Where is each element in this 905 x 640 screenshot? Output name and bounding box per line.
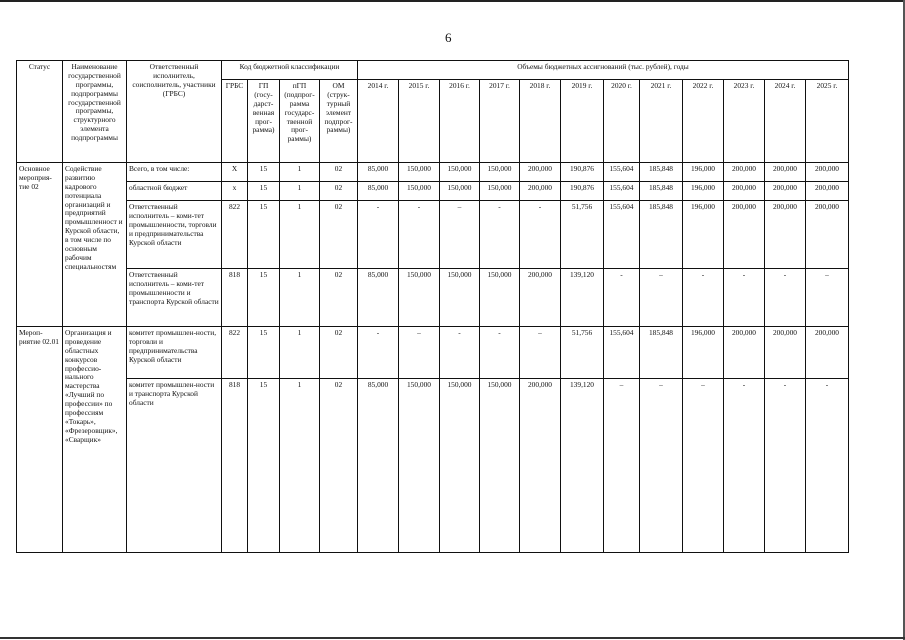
value-cell: 200,000 [765, 163, 806, 182]
value-cell: – [640, 269, 683, 327]
header-code-group: Код бюджетной классификации [222, 61, 358, 80]
value-cell: - [399, 201, 440, 269]
header-code-om: ОМ (струк-турный элемент подпрог-раммы) [320, 80, 358, 163]
code-cell: 818 [222, 379, 248, 553]
value-cell: 150,000 [440, 379, 480, 553]
value-cell: 200,000 [806, 182, 849, 201]
header-year: 2018 г. [520, 80, 561, 163]
header-year: 2025 г. [806, 80, 849, 163]
name-cell: Организация и проведение областных конкурсов профессио-нального мастерства «Лучший по профессии» по профессиям «Токарь», «Фрезеровщик», «Сварщик» [63, 327, 127, 553]
value-cell: 185,848 [640, 163, 683, 182]
header-code-pgp: пГП (подпрог-рамма государс-твенной прог-раммы) [280, 80, 320, 163]
header-status: Статус [17, 61, 63, 163]
table-row [17, 269, 849, 327]
value-cell: 200,000 [520, 163, 561, 182]
table-row [17, 379, 849, 553]
status-cell: Мероп-риятие 02.01 [17, 327, 63, 553]
table-row [17, 163, 849, 182]
value-cell: - [440, 327, 480, 379]
value-cell: - [806, 379, 849, 553]
header-year: 2024 г. [765, 80, 806, 163]
value-cell: 200,000 [724, 163, 765, 182]
value-cell: 85,000 [358, 163, 399, 182]
code-cell: 1 [280, 327, 320, 379]
header-year: 2014 г. [358, 80, 399, 163]
value-cell: 200,000 [806, 327, 849, 379]
code-cell: 1 [280, 269, 320, 327]
value-cell: 155,604 [604, 327, 640, 379]
code-cell: X [222, 163, 248, 182]
value-cell: - [480, 327, 520, 379]
code-cell: 822 [222, 201, 248, 269]
value-cell: 150,000 [480, 379, 520, 553]
value-cell: 155,604 [604, 201, 640, 269]
value-cell: 200,000 [765, 327, 806, 379]
code-cell: 02 [320, 182, 358, 201]
code-cell: 02 [320, 269, 358, 327]
value-cell: – [440, 201, 480, 269]
value-cell: 190,876 [561, 163, 604, 182]
value-cell: 200,000 [806, 201, 849, 269]
name-cell: Содействие развитию кадрового потенциала организаций и предприятий промышленност и Курской области, в том числе по основным рабочим специальностям [63, 163, 127, 327]
table-row [17, 182, 849, 201]
value-cell: 150,000 [440, 269, 480, 327]
header-year: 2022 г. [683, 80, 724, 163]
value-cell: - [604, 269, 640, 327]
value-cell: 185,848 [640, 201, 683, 269]
value-cell: – [399, 327, 440, 379]
code-cell: 15 [248, 201, 280, 269]
value-cell: 185,848 [640, 182, 683, 201]
value-cell: 196,000 [683, 201, 724, 269]
header-year: 2017 г. [480, 80, 520, 163]
value-cell: - [765, 269, 806, 327]
value-cell: – [806, 269, 849, 327]
header-code-gp: ГП (госу-дарст-венная прог-рамма) [248, 80, 280, 163]
value-cell: 196,000 [683, 163, 724, 182]
value-cell: 150,000 [399, 182, 440, 201]
page-number: 6 [445, 30, 452, 45]
header-year: 2019 г. [561, 80, 604, 163]
value-cell: - [480, 201, 520, 269]
header-name: Наименование государственной программы, подпрограммы государственной программы, структурного элемента подпрограммы [63, 61, 127, 163]
value-cell: 51,756 [561, 201, 604, 269]
code-cell: x [222, 182, 248, 201]
value-cell: 190,876 [561, 182, 604, 201]
value-cell: – [604, 379, 640, 553]
code-cell: 15 [248, 379, 280, 553]
value-cell: 200,000 [765, 182, 806, 201]
code-cell: 02 [320, 201, 358, 269]
status-cell: Основное мероприя-тие 02 [17, 163, 63, 327]
value-cell: 200,000 [806, 163, 849, 182]
code-cell: 15 [248, 269, 280, 327]
value-cell: – [640, 379, 683, 553]
value-cell: – [520, 327, 561, 379]
value-cell: 150,000 [480, 269, 520, 327]
header-code-grbs: ГРБС [222, 80, 248, 163]
value-cell: 200,000 [520, 269, 561, 327]
code-cell: 02 [320, 163, 358, 182]
executor-cell: областной бюджет [127, 182, 222, 201]
scan-top-edge [0, 0, 905, 2]
code-cell: 1 [280, 201, 320, 269]
value-cell: - [358, 327, 399, 379]
code-cell: 02 [320, 379, 358, 553]
executor-cell: комитет промышлен-ности и транспорта Курской области [127, 379, 222, 553]
value-cell: 150,000 [399, 379, 440, 553]
executor-cell: комитет промышлен-ности, торговли и предпринимательства Курской области [127, 327, 222, 379]
value-cell: 200,000 [724, 182, 765, 201]
value-cell: 85,000 [358, 379, 399, 553]
value-cell: - [765, 379, 806, 553]
table-row [17, 201, 849, 269]
budget-table [16, 60, 849, 553]
value-cell: 200,000 [765, 201, 806, 269]
code-cell: 1 [280, 182, 320, 201]
value-cell: 185,848 [640, 327, 683, 379]
scan-bottom-edge [0, 637, 905, 639]
header-volume-group: Объемы бюджетных ассигнований (тыс. рублей), годы [358, 61, 849, 80]
value-cell: 150,000 [440, 163, 480, 182]
value-cell: 155,604 [604, 182, 640, 201]
header-row-1 [17, 61, 849, 80]
value-cell: 196,000 [683, 327, 724, 379]
value-cell: 150,000 [399, 269, 440, 327]
executor-cell: Ответственный исполнитель – коми-тет промышленности и транспорта Курской области [127, 269, 222, 327]
table-row [17, 327, 849, 379]
value-cell: - [724, 269, 765, 327]
value-cell: 196,000 [683, 182, 724, 201]
value-cell: 200,000 [520, 379, 561, 553]
code-cell: 822 [222, 327, 248, 379]
header-year: 2023 г. [724, 80, 765, 163]
code-cell: 15 [248, 327, 280, 379]
code-cell: 15 [248, 182, 280, 201]
header-year: 2015 г. [399, 80, 440, 163]
value-cell: - [724, 379, 765, 553]
code-cell: 02 [320, 327, 358, 379]
value-cell: 150,000 [399, 163, 440, 182]
value-cell: 155,604 [604, 163, 640, 182]
code-cell: 1 [280, 163, 320, 182]
code-cell: 818 [222, 269, 248, 327]
header-year: 2021 г. [640, 80, 683, 163]
header-year: 2016 г. [440, 80, 480, 163]
header-executor: Ответственный исполнитель, соисполнитель, участники (ГРБС) [127, 61, 222, 163]
value-cell: 85,000 [358, 182, 399, 201]
value-cell: 51,756 [561, 327, 604, 379]
value-cell: – [683, 379, 724, 553]
value-cell: - [683, 269, 724, 327]
executor-cell: Всего, в том числе: [127, 163, 222, 182]
value-cell: 150,000 [480, 163, 520, 182]
value-cell: - [358, 201, 399, 269]
value-cell: 200,000 [724, 201, 765, 269]
value-cell: - [520, 201, 561, 269]
value-cell: 85,000 [358, 269, 399, 327]
code-cell: 15 [248, 163, 280, 182]
value-cell: 150,000 [440, 182, 480, 201]
value-cell: 150,000 [480, 182, 520, 201]
value-cell: 139,120 [561, 379, 604, 553]
executor-cell: Ответственный исполнитель – коми-тет промышленности, торговли и предпринимательства Курской области [127, 201, 222, 269]
header-year: 2020 г. [604, 80, 640, 163]
value-cell: 200,000 [724, 327, 765, 379]
code-cell: 1 [280, 379, 320, 553]
value-cell: 139,120 [561, 269, 604, 327]
value-cell: 200,000 [520, 182, 561, 201]
